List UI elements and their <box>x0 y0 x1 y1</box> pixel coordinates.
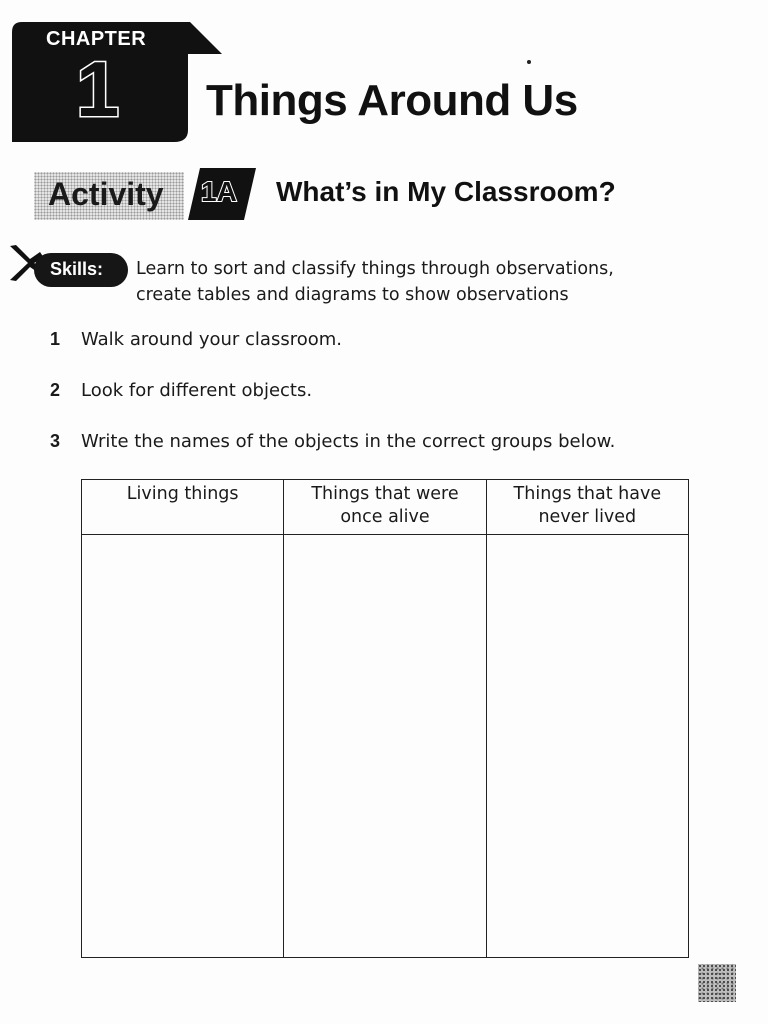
column-header-never-lived <box>486 480 688 535</box>
column-header-line: Living things <box>126 484 239 504</box>
table-header-row <box>82 480 689 535</box>
once-alive-cell[interactable] <box>284 535 486 958</box>
activity-word-box <box>34 172 184 220</box>
never-lived-cell[interactable] <box>486 535 688 958</box>
activity-title: What’s in My Classroom? <box>276 176 616 207</box>
column-header-once-alive <box>284 480 486 535</box>
column-header-line: never lived <box>538 507 637 527</box>
chapter-number: 1 <box>76 45 120 133</box>
column-header-line: Things that have <box>513 484 662 504</box>
table-row <box>82 535 689 958</box>
step-number: 3 <box>50 431 61 451</box>
column-header-line: once alive <box>340 507 430 527</box>
skills-line-1: Learn to sort and classify things through observations, <box>136 259 614 279</box>
step-text: Walk around your classroom. <box>81 329 342 350</box>
step-text: Look for different objects. <box>81 380 313 401</box>
living-things-cell[interactable] <box>82 535 284 958</box>
column-header-line: Things that were <box>311 484 459 504</box>
skills-description <box>136 256 736 308</box>
groups-table <box>81 479 689 958</box>
activity-word: Activity <box>48 176 164 212</box>
chapter-badge <box>12 22 222 144</box>
step-number: 1 <box>50 329 61 349</box>
page-corner-mark <box>698 964 736 1002</box>
chapter-title: Things Around Us <box>206 76 578 125</box>
skills-label: Skills: <box>50 259 104 279</box>
activity-code-badge <box>188 168 256 220</box>
activity-code: 1A <box>201 176 237 207</box>
step-number: 2 <box>50 380 61 400</box>
skills-badge <box>34 253 128 287</box>
step-text: Write the names of the objects in the correct groups below. <box>81 431 616 452</box>
skills-line-2: create tables and diagrams to show observations <box>136 285 569 305</box>
speck <box>527 60 531 64</box>
column-header-living <box>82 480 284 535</box>
chapter-label: CHAPTER <box>46 28 147 50</box>
